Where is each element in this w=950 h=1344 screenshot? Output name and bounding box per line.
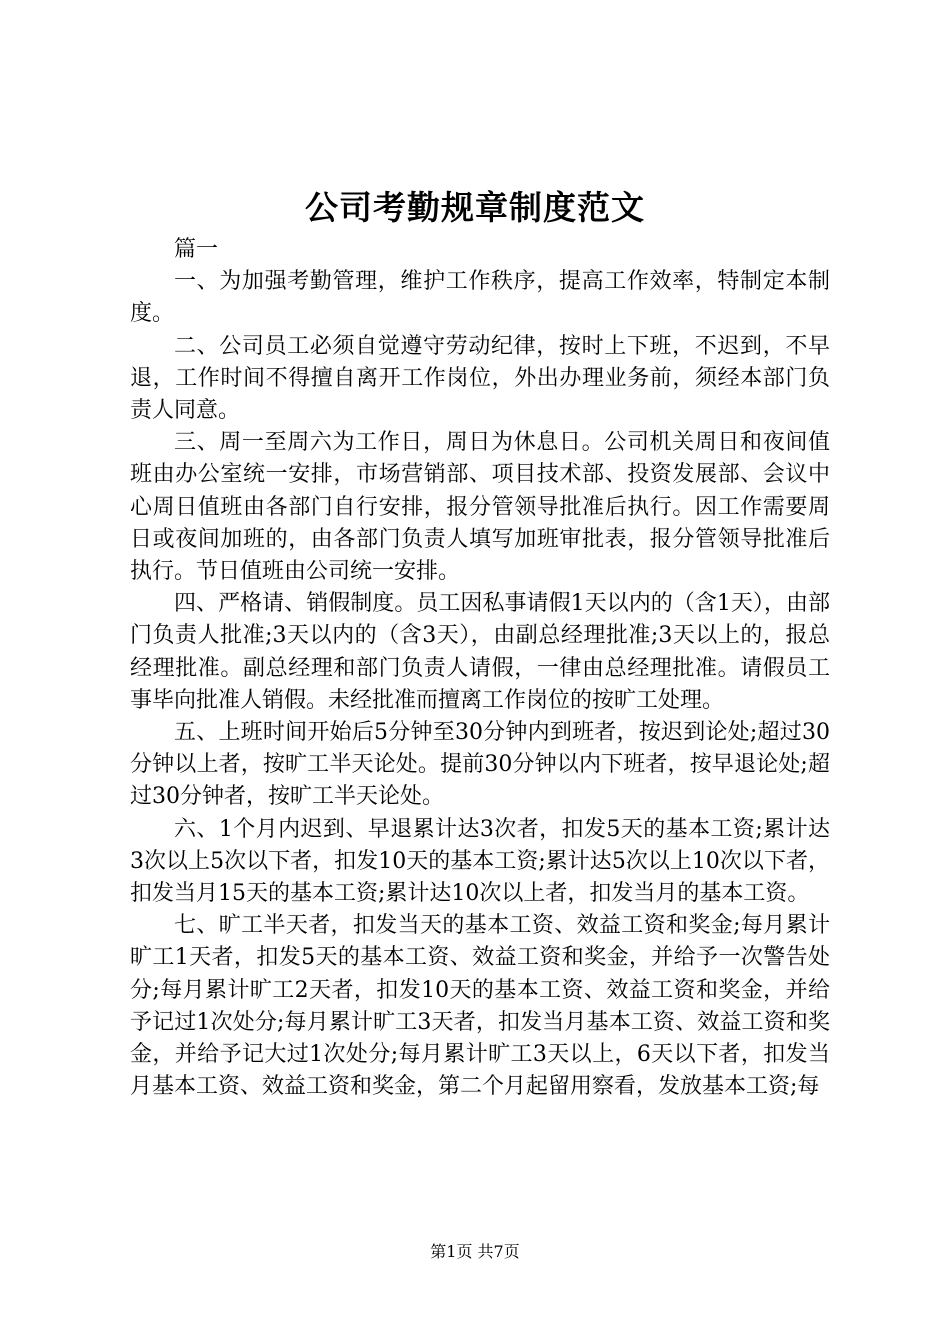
- document-body: [130, 234, 830, 1103]
- paragraph-article-5: 五、上班时间开始后5分钟至30分钟内到班者，按迟到论处;超过30分钟以上者，按旷工半天论处。提前30分钟以内下班者，按早退论处;超过30分钟者，按旷工半天论处。: [130, 720, 830, 810]
- paragraph-article-4: 四、严格请、销假制度。员工因私事请假1天以内的（含1天），由部门负责人批准;3天以内的（含3天），由副总经理批准;3天以上的，报总经理批准。副总经理和部门负责人请假，一律由总经理批准。请假员工事毕向批准人销假。未经批准而擅离工作岗位的按旷工处理。: [130, 591, 830, 713]
- paragraph-article-7: 七、旷工半天者，扣发当天的基本工资、效益工资和奖金;每月累计旷工1天者，扣发5天的基本工资、效益工资和奖金，并给予一次警告处分;每月累计旷工2天者，扣发10天的基本工资、效益工资和奖金，并给予记过1次处分;每月累计旷工3天者，扣发当月基本工资、效益工资和奖金，并给予记大过1次处分;每月累计旷工3天以上，6天以下者，扣发当月基本工资、效益工资和奖金，第二个月起留用察看，发放基本工资;每: [130, 913, 830, 1100]
- page-footer: 第1页 共7页: [430, 1242, 520, 1261]
- paragraph-section-label: 篇一: [174, 237, 219, 262]
- paragraph-article-3: 三、周一至周六为工作日，周日为休息日。公司机关周日和夜间值班由办公室统一安排，市场营销部、项目技术部、投资发展部、会议中心周日值班由各部门自行安排，报分管领导批准后执行。因工作需要周日或夜间加班的，由各部门负责人填写加班审批表，报分管领导批准后执行。节日值班由公司统一安排。: [130, 430, 830, 585]
- paragraph-article-2: 二、公司员工必须自觉遵守劳动纪律，按时上下班，不迟到，不早退，工作时间不得擅自离开工作岗位，外出办理业务前，须经本部门负责人同意。: [130, 333, 830, 424]
- paragraph-article-1: 一、为加强考勤管理，维护工作秩序，提高工作效率，特制定本制度。: [130, 269, 830, 327]
- paragraph-article-6: 六、1个月内迟到、早退累计达3次者，扣发5天的基本工资;累计达3次以上5次以下者，扣发10天的基本工资;累计达5次以上10次以下者，扣发当月15天的基本工资;累计达10次以上者，扣发当月的基本工资。: [130, 816, 830, 907]
- document-title: 公司考勤规章制度范文: [305, 188, 645, 227]
